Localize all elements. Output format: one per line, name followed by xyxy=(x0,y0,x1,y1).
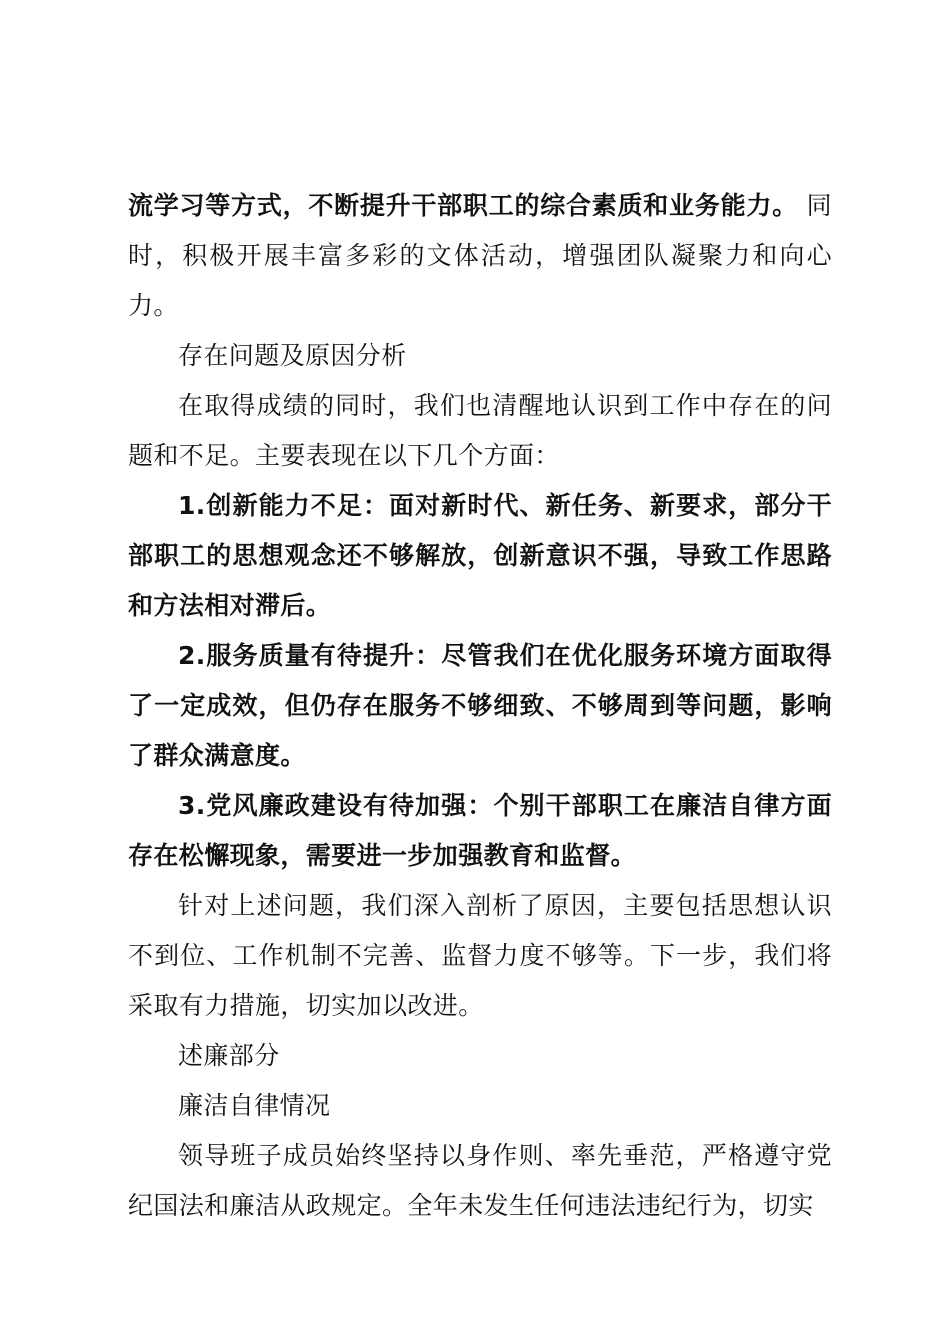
paragraph-leadership: 领导班子成员始终坚持以身作则、率先垂范，严格遵守党纪国法和廉洁从政规定。全年未发生任何违法违纪行为，切实 xyxy=(128,1141,832,1220)
section-heading-problems: 存在问题及原因分析 xyxy=(178,341,407,370)
problem-item-2: 2.服务质量有待提升：尽管我们在优化服务环境方面取得了一定成效，但仍存在服务不够细致、不够周到等问题，影响了群众满意度。 xyxy=(128,641,832,770)
plain-text: 同时，积极开展丰富多彩的文体活动，增强团队凝聚力和向心力。 xyxy=(128,191,832,320)
problem-item-3: 3.党风廉政建设有待加强：个别干部职工在廉洁自律方面存在松懈现象，需要进一步加强教育和监督。 xyxy=(128,791,832,870)
paragraph-cause-analysis: 针对上述问题，我们深入剖析了原因，主要包括思想认识不到位、工作机制不完善、监督力度不够等。下一步，我们将采取有力措施，切实加以改进。 xyxy=(128,891,832,1020)
bold-text: 流学习等方式，不断提升干部职工的综合素质和业务能力。 xyxy=(128,191,798,220)
problem-item-1: 1.创新能力不足：面对新时代、新任务、新要求，部分干部职工的思想观念还不够解放，创新意识不强，导致工作思路和方法相对滞后。 xyxy=(128,491,832,620)
section-heading-integrity: 述廉部分 xyxy=(178,1041,280,1070)
subsection-heading-self-discipline: 廉洁自律情况 xyxy=(178,1091,331,1120)
document-body xyxy=(128,181,832,1231)
paragraph-continuation xyxy=(128,181,832,331)
paragraph-intro: 在取得成绩的同时，我们也清醒地认识到工作中存在的问题和不足。主要表现在以下几个方面： xyxy=(128,391,832,470)
